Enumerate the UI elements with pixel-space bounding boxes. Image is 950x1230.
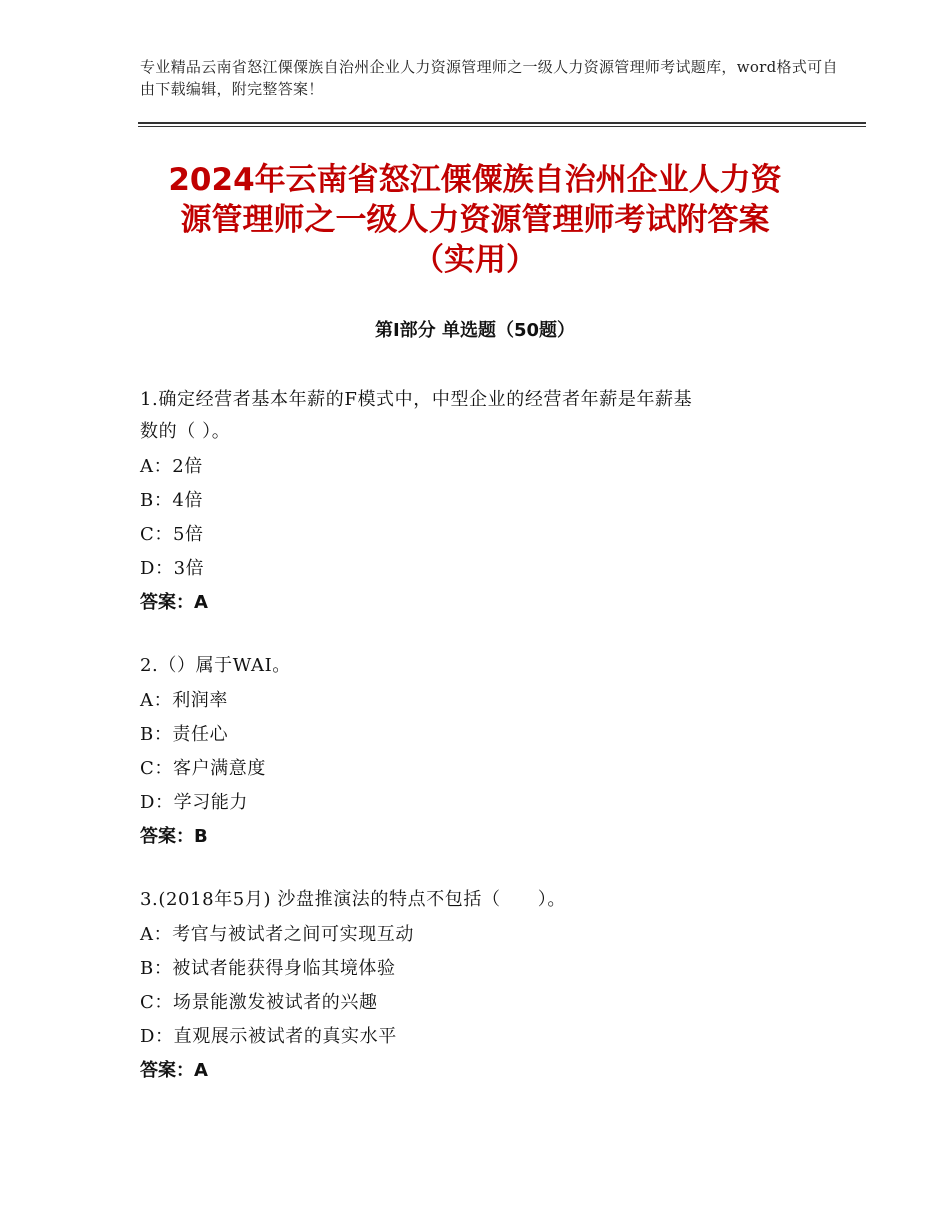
document-title [110, 160, 840, 280]
question-1 [140, 384, 820, 620]
option-c: C：客户满意度 [140, 758, 266, 779]
title-line-2: 源管理师之一级人力资源管理师考试附答案 [180, 202, 770, 238]
header-rule-thin [138, 126, 866, 127]
answer: 答案：A [140, 592, 208, 613]
option-c: C：场景能激发被试者的兴趣 [140, 992, 378, 1013]
option-a: A：利润率 [140, 690, 228, 711]
option-a: A：2倍 [140, 456, 203, 477]
question-stem-line: 1.确定经营者基本年薪的F模式中，中型企业的经营者年薪是年薪基 [140, 389, 693, 410]
option-b: B：4倍 [140, 490, 204, 511]
header-note: 专业精品云南省怒江傈僳族自治州企业人力资源管理师之一级人力资源管理师考试题库，word格式可自由下载编辑，附完整答案！ [140, 58, 838, 98]
answer: 答案：B [140, 826, 208, 847]
question-3 [140, 884, 820, 1088]
option-d: D：3倍 [140, 558, 205, 579]
option-b: B：责任心 [140, 724, 229, 745]
title-line-3: （实用） [413, 242, 537, 278]
answer: 答案：A [140, 1060, 208, 1081]
question-2 [140, 650, 820, 854]
question-stem-line: 2.（）属于WAI。 [140, 655, 291, 676]
option-c: C：5倍 [140, 524, 204, 545]
question-stem-line: 数的（ ）。 [140, 421, 231, 442]
option-d: D：学习能力 [140, 792, 249, 813]
question-list [140, 384, 820, 1118]
question-stem [140, 884, 820, 916]
header-rule-thick [138, 122, 866, 124]
option-d: D：直观展示被试者的真实水平 [140, 1026, 397, 1047]
question-stem [140, 650, 820, 682]
question-stem-line: 3.(2018年5月) 沙盘推演法的特点不包括（ ）。 [140, 889, 566, 910]
question-stem [140, 384, 820, 448]
option-b: B：被试者能获得身临其境体验 [140, 958, 396, 979]
section-title: 第Ⅰ部分 单选题（50题） [374, 320, 575, 341]
title-line-1: 2024年云南省怒江傈僳族自治州企业人力资 [168, 162, 782, 198]
option-a: A：考官与被试者之间可实现互动 [140, 924, 414, 945]
